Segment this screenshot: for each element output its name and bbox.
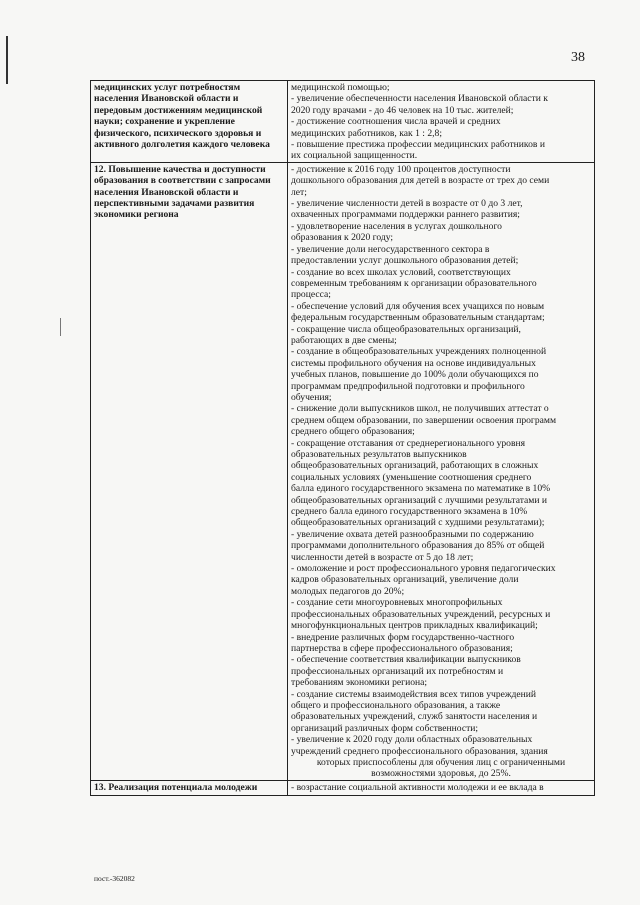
result-line: общеобразовательных организаций с лучшими результатами и — [291, 494, 548, 506]
result-line: обучения; — [291, 391, 332, 403]
result-line: среднего общего образования; — [291, 426, 415, 438]
result-line: - увеличение численности детей в возрасте от 0 до 3 лет, — [291, 198, 523, 210]
expected-results-cell — [288, 81, 595, 163]
goal-title-cell — [91, 780, 288, 795]
goals-table — [90, 80, 595, 796]
result-line: - удовлетворение населения в услугах дошкольного — [291, 220, 502, 232]
result-line: - создание системы взаимодействия всех типов учреждений — [291, 688, 537, 700]
result-line: образовательных результатов выпускников — [291, 449, 467, 460]
result-line: - внедрение различных форм государственно-частного — [291, 631, 515, 643]
result-line: - достижение соотношения числа врачей и средних — [291, 116, 501, 128]
margin-binding-mark — [6, 36, 8, 84]
result-line: учреждений среднего профессионального образования, здания — [291, 745, 548, 757]
result-line: системы профильного обучения на основе индивидуальных — [291, 357, 536, 369]
expected-results-cell — [288, 780, 595, 795]
result-line: среднем общем образовании, по завершении освоения программ — [291, 414, 557, 426]
goal-title-line: 13. Реализация потенциала молодежи — [94, 781, 258, 793]
result-line: медицинских работников, как 1 : 2,8; — [291, 127, 442, 139]
result-line: многофункциональных центров прикладных квалификаций; — [291, 620, 538, 632]
result-line: - обеспечение соответствия квалификации выпускников — [291, 654, 521, 666]
result-line: учебных планов, повышение до 100% доли обучающихся по — [291, 369, 539, 381]
result-line: общеобразовательных организаций с худшими результатами); — [291, 517, 545, 529]
result-line: требованиям экономики региона; — [291, 677, 428, 689]
result-line: - повышение престижа профессии медицинских работников и — [291, 139, 545, 151]
expected-results-cell — [288, 162, 595, 780]
result-line: - достижение к 2016 году 100 процентов доступности — [291, 163, 511, 175]
result-line: профессиональных образовательных учреждений, ресурсных и — [291, 608, 551, 620]
table-row — [91, 780, 595, 795]
goal-title-cell — [91, 81, 288, 163]
result-line: образовательных учреждений, служб занятости населения и — [291, 711, 538, 723]
result-line: балла единого государственного экзамена по математике в 10% — [291, 483, 551, 495]
result-line: профессиональных организаций их потребностям и — [291, 665, 504, 677]
result-line: общего и профессионального образования, а также — [291, 699, 501, 711]
result-line: - обеспечение условий для обучения всех учащихся по новым — [291, 300, 545, 312]
result-line: охваченных программами поддержки раннего развития; — [291, 209, 520, 221]
result-line: - увеличение к 2020 году доли областных образовательных — [291, 734, 533, 746]
goal-title-line: активного долголетия каждого человека — [94, 139, 270, 151]
goal-title-line: образования в соответствии с запросами — [94, 175, 271, 187]
result-line: социальных условиях (уменьшение соотношения среднего — [291, 471, 532, 483]
result-line: 2020 году врачами - до 46 человек на 10 тыс. жителей; — [291, 104, 514, 116]
goal-title-line: перспективными задачами развития — [94, 198, 255, 210]
result-line: - омоложение и рост профессионального уровня педагогических — [291, 563, 556, 575]
result-line: организаций различных форм собственности; — [291, 722, 479, 734]
result-line: возможностями здоровья, до 25%. — [371, 768, 511, 780]
result-line: их социальной защищенности. — [291, 150, 418, 162]
result-line: которых приспособлены для обучения лиц с ограниченными — [316, 756, 566, 768]
result-line: - возрастание социальной активности молодежи и ее вклада в — [291, 781, 544, 793]
result-line: среднего балла единого государственного экзамена в 10% — [291, 506, 528, 518]
result-line: - увеличение доли негосударственного сектора в — [291, 243, 490, 255]
result-line: - увеличение обеспеченности населения Ивановской области к — [291, 93, 548, 105]
result-line: работающих в две смены; — [291, 334, 397, 346]
goal-title-line: передовым достижениям медицинской — [94, 104, 263, 116]
goal-title-cell — [91, 162, 288, 780]
result-line: - снижение доли выпускников школ, не получивших аттестат о — [291, 403, 549, 415]
goal-title-line: физического, психического здоровья и — [94, 127, 262, 139]
table-row — [91, 81, 595, 163]
result-line: программам предпрофильной подготовки и профильного — [291, 380, 525, 392]
goal-title-line: населения Ивановской области и — [94, 93, 239, 105]
goal-title-line: экономики региона — [94, 209, 179, 221]
result-line: - увеличение охвата детей разнообразными по содержанию — [291, 528, 534, 540]
result-line: предоставлении услуг дошкольного образования детей; — [291, 255, 519, 267]
result-line: - сокращение числа общеобразовательных организаций, — [291, 323, 521, 335]
result-line: дошкольного образования для детей в возрасте от трех до семи — [291, 175, 550, 187]
goal-title-line: медицинских услуг потребностям — [94, 82, 241, 93]
result-line: - сокращение отставания от среднерегионального уровня — [291, 437, 526, 449]
goal-title-line: населения Ивановской области и — [94, 186, 239, 198]
result-line: медицинской помощью; — [291, 82, 390, 93]
result-line: партнерства в сфере профессионального образования; — [291, 642, 513, 654]
table-row — [91, 162, 595, 780]
margin-scratch-mark — [60, 318, 61, 336]
result-line: численности детей в возрасте от 5 до 18 лет; — [291, 551, 474, 563]
result-line: молодых педагогов до 20%; — [291, 585, 405, 597]
result-line: современным требованиям к организации образовательного — [291, 277, 537, 289]
result-line: образования к 2020 году; — [291, 232, 394, 244]
result-line: общеобразовательных организаций, работающих в сложных — [291, 460, 539, 472]
result-line: лет; — [291, 186, 307, 198]
result-line: федеральным государственным образовательным стандартам; — [291, 312, 545, 324]
goal-title-line: науки; сохранение и укрепление — [94, 116, 235, 128]
result-line: программами дополнительного образования до 85% от общей — [291, 540, 545, 552]
goal-title-line: 12. Повышение качества и доступности — [94, 163, 266, 175]
page-number: 38 — [571, 50, 585, 65]
document-footer-code: пост.-362082 — [94, 874, 135, 883]
result-line: - создание в общеобразовательных учреждениях полноценной — [291, 346, 547, 358]
result-line: кадров образовательных организаций, увеличение доли — [291, 574, 519, 586]
result-line: процесса; — [291, 289, 331, 301]
result-line: - создание сети многоуровневых многопрофильных — [291, 597, 503, 609]
result-line: - создание во всех школах условий, соответствующих — [291, 266, 511, 278]
